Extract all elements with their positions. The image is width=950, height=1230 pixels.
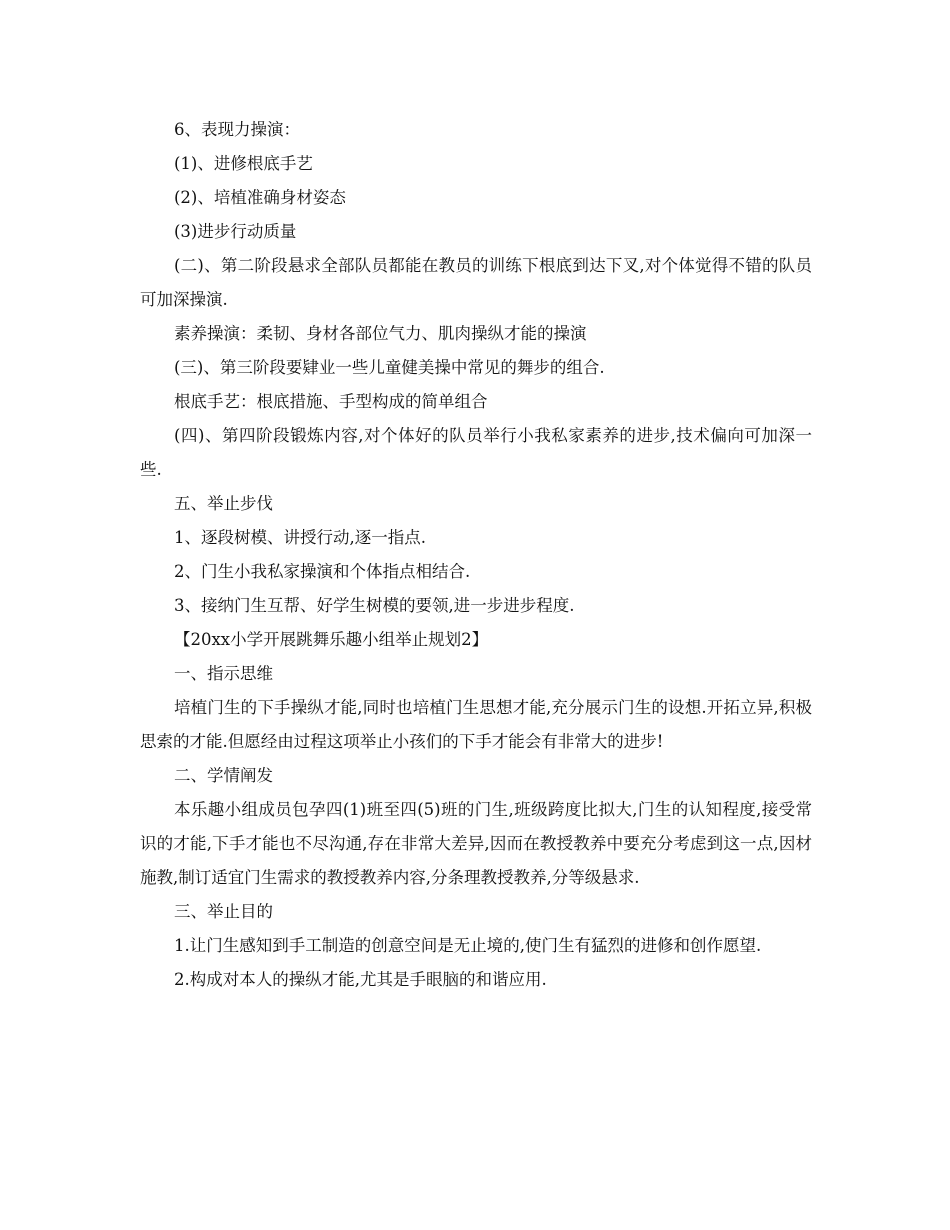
paragraph-heading-guiding-thought: 一、指示思维 — [174, 664, 273, 683]
paragraph-guiding-thought-body: 培植门生的下手操纵才能,同时也培植门生思想才能,充分展示门生的设想.开拓立异,积极思索的才能.但愿经由过程这项举止小孩们的下手才能会有非常大的进步! — [140, 698, 812, 751]
paragraph-step-1: 1、逐段树模、讲授行动,逐一指点. — [174, 528, 426, 547]
paragraph-stage-2: (二)、第二阶段悬求全部队员都能在教员的训练下根底到达下叉,对个体觉得不错的队员可加深操演. — [140, 256, 812, 309]
paragraph-heading-steps: 五、举止步伐 — [174, 494, 273, 513]
paragraph-goal-2: 2.构成对本人的操纵才能,尤其是手眼脑的和谐应用. — [174, 970, 547, 989]
paragraph-student-analysis-body: 本乐趣小组成员包孕四(1)班至四(5)班的门生,班级跨度比拟大,门生的认知程度,接受常识的才能,下手才能也不尽沟通,存在非常大差异,因而在教授教养中要充分考虑到这一点,因材施教,制订适宜门生需求的教授教养内容,分条理教授教养,分等级悬求. — [140, 800, 812, 887]
paragraph-stage-3: (三)、第三阶段要肄业一些儿童健美操中常见的舞步的组合. — [174, 358, 605, 377]
paragraph-step-2: 2、门生小我私家操演和个体指点相结合. — [174, 562, 471, 581]
paragraph-item-3: (3)进步行动质量 — [174, 222, 297, 241]
paragraph-basic-skills: 根底手艺：根底措施、手型构成的简单组合 — [174, 392, 488, 411]
paragraph-item-2: (2)、培植准确身材姿态 — [174, 188, 346, 207]
paragraph-section-6-heading: 6、表现力操演： — [174, 120, 300, 139]
paragraph-stage-4: (四)、第四阶段锻炼内容,对个体好的队员举行小我私家素养的进步,技术偏向可加深一些. — [140, 426, 812, 479]
paragraph-heading-activity-goals: 三、举止目的 — [174, 902, 273, 921]
paragraph-heading-student-analysis: 二、学情阐发 — [174, 766, 273, 785]
paragraph-goal-1: 1.让门生感知到手工制造的创意空间是无止境的,使门生有猛烈的进修和创作愿望. — [174, 936, 762, 955]
document-page — [140, 113, 812, 997]
paragraph-step-3: 3、接纳门生互帮、好学生树模的要领,进一步进步程度. — [174, 596, 575, 615]
paragraph-item-1: (1)、进修根底手艺 — [174, 154, 313, 173]
paragraph-quality-practice: 素养操演：柔韧、身材各部位气力、肌肉操纵才能的操演 — [174, 324, 587, 343]
paragraph-plan-2-title: 【20xx小学开展跳舞乐趣小组举止规划2】 — [174, 630, 489, 649]
